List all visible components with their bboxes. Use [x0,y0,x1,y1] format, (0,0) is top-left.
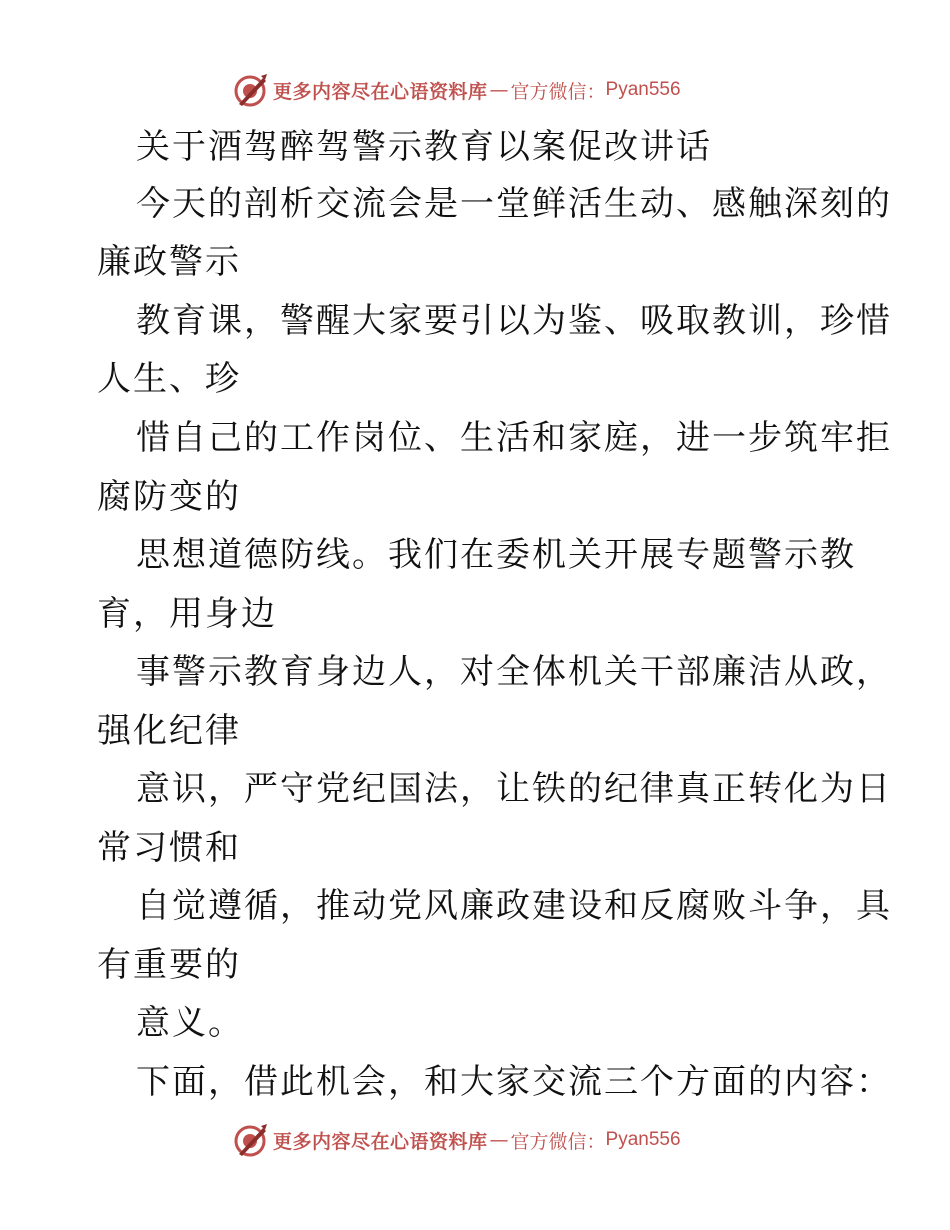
body-line: 思想道德防线。我们在委机关开展专题警示教 [136,535,856,575]
banner-wechat-id: Pyan556 [605,1129,681,1150]
header-banner [233,70,681,110]
body-line: 意义。 [136,1003,244,1043]
body-line: 教育课，警醒大家要引以为鉴、吸取教训，珍惜 [136,301,892,341]
quill-seal-icon [233,72,269,108]
banner-wechat-id: Pyan556 [605,79,681,100]
body-line: 人生、珍 [97,359,241,399]
banner-site-text: 更多内容尽在心语资料库 [273,1130,488,1153]
banner-separator: — [489,1129,509,1151]
body-line: 廉政警示 [97,242,241,282]
banner-wechat-label: 官方微信： [510,1130,606,1153]
banner-separator: — [489,79,509,101]
body-line: 惜自己的工作岗位、生活和家庭，进一步筑牢拒 [136,418,892,458]
body-line: 事警示教育身边人，对全体机关干部廉洁从政， [136,652,892,692]
footer-banner [233,1120,681,1160]
body-line: 育，用身边 [97,594,277,634]
document-title: 关于酒驾醉驾警示教育以案促改讲话 [136,127,712,167]
body-line: 强化纪律 [97,711,241,751]
banner-site-text: 更多内容尽在心语资料库 [273,80,488,103]
quill-seal-icon [233,1122,269,1158]
body-line: 常习惯和 [97,828,241,868]
body-line: 自觉遵循，推动党风廉政建设和反腐败斗争，具 [136,886,892,926]
body-line: 下面，借此机会，和大家交流三个方面的内容： [136,1062,892,1102]
body-line: 腐防变的 [97,477,241,517]
banner-wechat-label: 官方微信： [510,80,606,103]
body-line: 意识，严守党纪国法，让铁的纪律真正转化为日 [136,769,892,809]
body-line: 今天的剖析交流会是一堂鲜活生动、感触深刻的 [136,184,892,224]
body-line: 有重要的 [97,945,241,985]
